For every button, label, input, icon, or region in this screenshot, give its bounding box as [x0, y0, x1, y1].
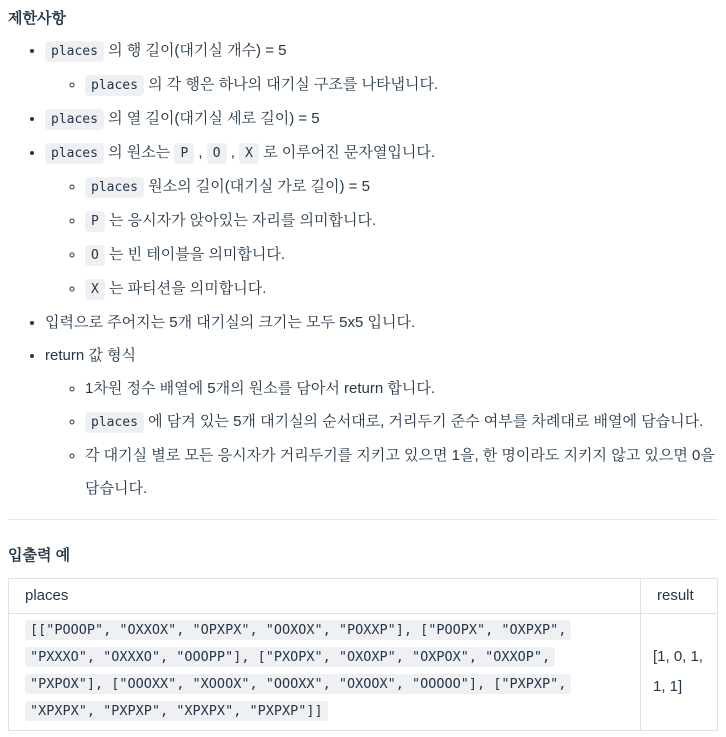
list-item-text: 로 이루어진 문자열입니다. — [258, 144, 436, 161]
list-item-text: 입력으로 주어지는 5개 대기실의 크기는 모두 5x5 입니다. — [45, 314, 416, 331]
inline-code-places: places — [45, 109, 104, 130]
list-item-text: return 값 형식 — [45, 347, 136, 364]
sub-list — [45, 170, 718, 306]
list-item — [85, 439, 718, 505]
list-item — [45, 136, 718, 306]
io-example-table — [8, 578, 718, 731]
column-header-places: places — [9, 579, 641, 614]
list-item-text: 에 담겨 있는 5개 대기실의 순서대로, 거리두기 준수 여부를 차례대로 배열에 담습니다. — [143, 413, 704, 430]
list-item-text: 각 대기실 별로 모든 응시자가 거리두기를 지키고 있으면 1을, 한 명이라도 지키지 않고 있으면 0을 담습니다. — [85, 447, 715, 497]
places-value-code: [["POOOP", "OXXOX", "OPXPX", "OOXOX", "POXXP"], ["POOPX", "OXPXP", "PXXXO", "OXXXO", "OOOPP"], ["PXOPX", "OXOXP", "OXPOX", "OXXOP", "PXPOX"], ["OOOXX", "XOOOX", "OOOXX", "OXOOX", "OOOOO"], ["PXPXP", "XPXPX", "PXPXP", "XPXPX", "PXPXP"]] — [25, 620, 571, 721]
list-item — [45, 34, 718, 102]
inline-code-o: O — [207, 143, 227, 164]
list-item — [85, 68, 718, 102]
list-item — [45, 339, 718, 505]
inline-code-places: places — [85, 177, 144, 198]
result-cell: [1, 0, 1, 1, 1] — [641, 614, 718, 731]
list-item — [85, 372, 718, 405]
list-item — [85, 238, 718, 272]
inline-code-o: O — [85, 245, 105, 266]
sub-list — [45, 68, 718, 102]
io-example-heading: 입출력 예 — [8, 547, 71, 564]
list-item-text: 의 행 길이(대기실 개수) = 5 — [103, 42, 287, 59]
inline-code-x: X — [239, 143, 259, 164]
inline-code-p: P — [174, 143, 194, 164]
sub-list — [45, 372, 718, 505]
list-item-text: 는 파티션을 의미합니다. — [104, 280, 267, 297]
list-item-text: , — [194, 144, 207, 161]
list-item — [85, 170, 718, 204]
list-item — [85, 405, 718, 439]
list-item-text: 의 원소는 — [103, 144, 175, 161]
list-item — [45, 102, 718, 136]
list-item-text: 의 각 행은 하나의 대기실 구조를 나타냅니다. — [143, 76, 439, 93]
inline-code-p: P — [85, 211, 105, 232]
inline-code-places: places — [85, 75, 144, 96]
constraints-list — [8, 34, 718, 505]
list-item-text: 원소의 길이(대기실 가로 길이) = 5 — [143, 178, 370, 195]
list-item-text: 는 응시자가 앉아있는 자리를 의미합니다. — [104, 212, 377, 229]
list-item-text: 의 열 길이(대기실 세로 길이) = 5 — [103, 110, 320, 127]
constraints-heading: 제한사항 — [8, 10, 66, 27]
list-item-text: 1차원 정수 배열에 5개의 원소를 담아서 return 합니다. — [85, 380, 436, 397]
inline-code-places: places — [85, 412, 144, 433]
inline-code-places: places — [45, 41, 104, 62]
inline-code-places: places — [45, 143, 104, 164]
list-item-text: 는 빈 테이블을 의미합니다. — [104, 246, 286, 263]
column-header-result: result — [641, 579, 718, 614]
list-item — [85, 272, 718, 306]
list-item — [45, 306, 718, 339]
list-item — [85, 204, 718, 238]
inline-code-x: X — [85, 279, 105, 300]
section-divider — [8, 519, 718, 520]
table-header-row — [9, 579, 718, 614]
list-item-text: , — [226, 144, 240, 161]
